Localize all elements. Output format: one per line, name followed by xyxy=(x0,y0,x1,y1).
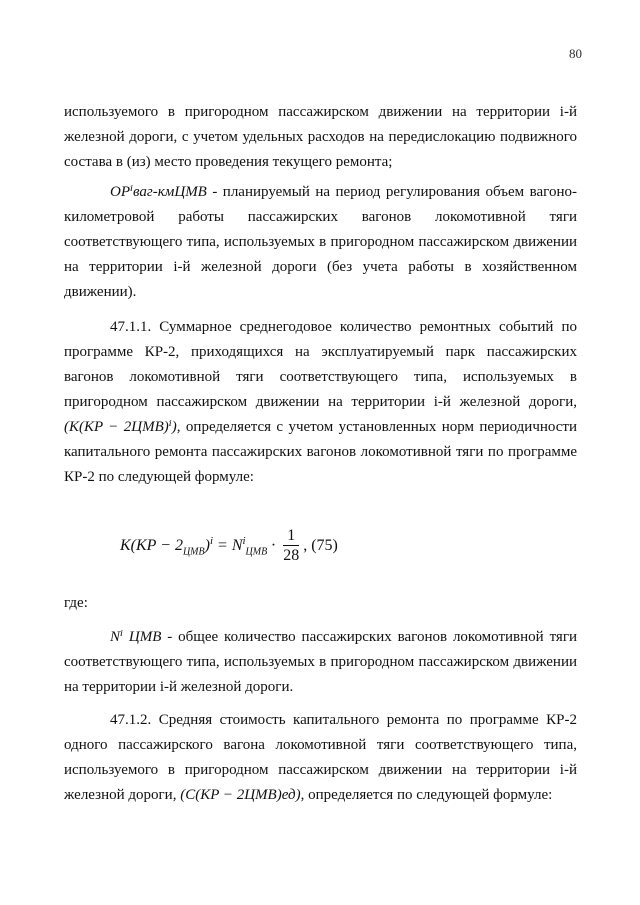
n-symbol: Nⁱ ЦМВ xyxy=(110,629,162,645)
p3-text-b: , определяется с учетом установленных норм периодичности капитального ремонта пассажирских вагонов локомотивной тяги по программе КР-2 по следующей формуле: xyxy=(64,419,578,485)
c-kr2-symbol: (C(KP − 2ЦМВ)ед) xyxy=(180,787,301,803)
p5-text-b: , определяется по следующей формуле: xyxy=(300,787,553,803)
formula-dot: · xyxy=(267,537,280,555)
op-definition-text: - планируемый на период регулирования объем вагоно-километровой работы пассажирских вагонов локомотивной тяги соответствующего типа, используемых в пригородном пассажирском движении на территории i-й железной дороги (без учета работы в хозяйственном движении). xyxy=(64,184,577,300)
formula-lhs-close: ) xyxy=(204,537,210,555)
paragraph-n-definition xyxy=(64,625,577,700)
formula-equals-n: = N xyxy=(213,537,243,555)
formula-n-subscript: ЦМВ xyxy=(245,546,268,558)
n-definition-text: - общее количество пассажирских вагонов локомотивной тяги соответствующего типа, используемых в пригородном пассажирском движении на территории i-й железной дороги. xyxy=(64,629,577,695)
p3-text-a: 47.1.1. Суммарное среднегодовое количество ремонтных событий по программе КР-2, приходящихся на эксплуатируемый парк пассажирских вагонов локомотивной тяги соответствующего типа, используемых в пригородном пассажирском движении на территории i-й железной дороги, xyxy=(64,319,577,410)
fraction-numerator: 1 xyxy=(283,527,299,546)
page-number: 80 xyxy=(569,46,582,61)
formula-lhs-superscript: i xyxy=(209,534,214,547)
paragraph-47-1-1 xyxy=(64,315,577,490)
formula-n-superscript: i xyxy=(242,534,246,547)
formula-fraction xyxy=(283,527,299,566)
formula-lhs: K(KP − 2 xyxy=(120,537,183,555)
paragraph-47-1-2 xyxy=(64,708,577,808)
formula-75 xyxy=(120,527,338,566)
op-symbol: OPⁱваг-кмЦМВ xyxy=(110,184,207,200)
paragraph-op-definition xyxy=(64,180,577,305)
p5-text-a: 47.1.2. Средняя стоимость капитального ремонта по программе КР-2 одного пассажирского вагона локомотивной тяги соответствующего типа, используемого в пригородном пассажирском движении на территории i-й железной дороги, xyxy=(64,712,577,803)
where-label: где: xyxy=(64,595,88,611)
formula-number: , (75) xyxy=(303,537,338,555)
k-kr2-symbol: (K(KP − 2ЦМВ)ⁱ) xyxy=(64,419,177,435)
formula-lhs-subscript: ЦМВ xyxy=(182,546,205,558)
paragraph-continuation: используемого в пригородном пассажирском движении на территории i-й железной дороги, с учетом удельных расходов на передислокацию подвижного состава в (из) место проведения текущего ремонта; xyxy=(64,104,577,170)
fraction-denominator: 28 xyxy=(283,547,300,564)
